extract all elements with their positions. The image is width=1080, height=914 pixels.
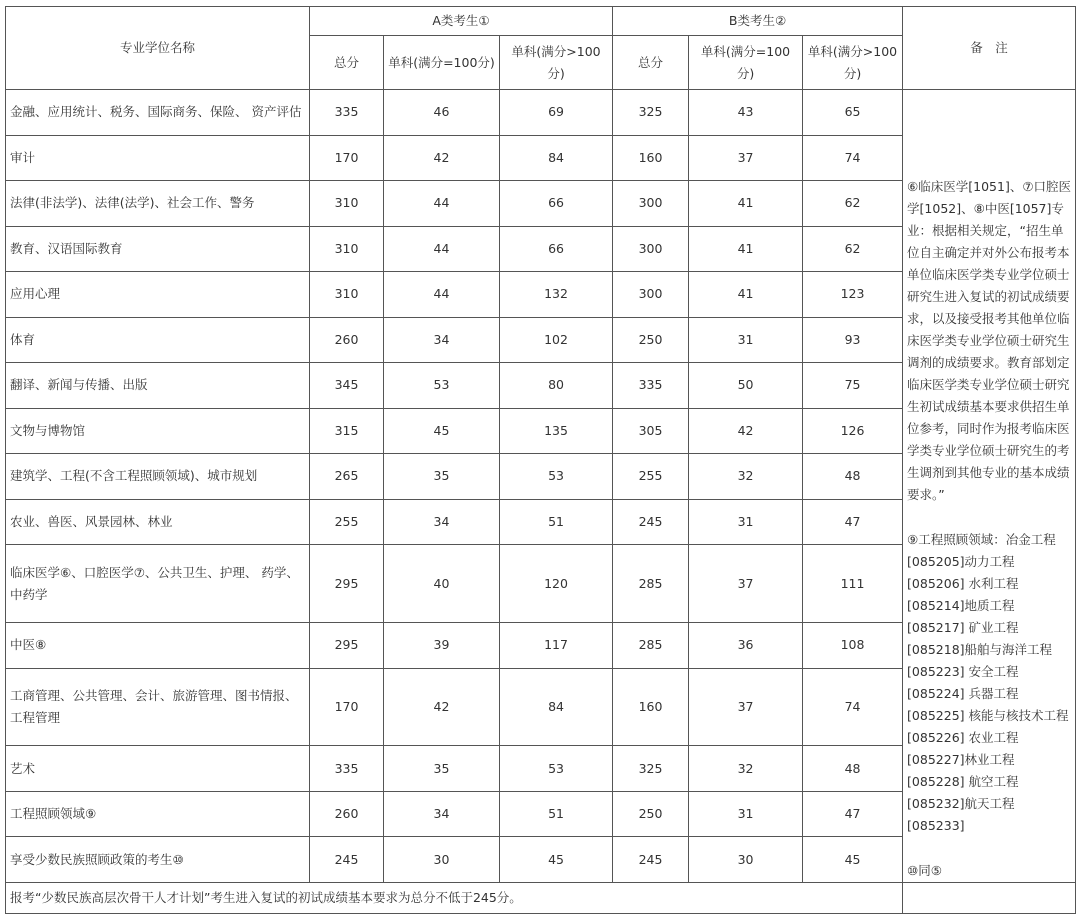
b-single-eq100: 36 <box>689 622 803 668</box>
a-single-eq100: 44 <box>384 272 500 318</box>
a-single-gt100: 120 <box>500 545 613 623</box>
major-name: 文物与博物馆 <box>6 408 310 454</box>
major-name: 工商管理、公共管理、会计、旅游管理、图书情报、工程管理 <box>6 668 310 746</box>
a-single-gt100: 53 <box>500 746 613 792</box>
a-single-eq100: 30 <box>384 837 500 883</box>
major-name: 应用心理 <box>6 272 310 318</box>
a-single-eq100: 42 <box>384 668 500 746</box>
a-total: 295 <box>310 622 384 668</box>
major-name: 教育、汉语国际教育 <box>6 226 310 272</box>
b-single-gt100: 48 <box>803 454 903 500</box>
b-single-gt100: 45 <box>803 837 903 883</box>
header-a-single-eq100: 单科(满分=100分) <box>384 36 500 90</box>
b-single-gt100: 75 <box>803 363 903 409</box>
major-name: 建筑学、工程(不含工程照顾领域)、城市规划 <box>6 454 310 500</box>
major-name: 临床医学⑥、口腔医学⑦、公共卫生、护理、 药学、中药学 <box>6 545 310 623</box>
b-total: 255 <box>613 454 689 500</box>
a-single-gt100: 53 <box>500 454 613 500</box>
b-total: 300 <box>613 181 689 227</box>
a-total: 260 <box>310 317 384 363</box>
major-name: 农业、兽医、风景园林、林业 <box>6 499 310 545</box>
b-single-eq100: 31 <box>689 791 803 837</box>
a-single-eq100: 34 <box>384 791 500 837</box>
a-total: 310 <box>310 226 384 272</box>
a-single-eq100: 44 <box>384 181 500 227</box>
major-name: 审计 <box>6 135 310 181</box>
a-single-eq100: 35 <box>384 454 500 500</box>
b-total: 300 <box>613 226 689 272</box>
a-single-eq100: 34 <box>384 499 500 545</box>
b-total: 285 <box>613 622 689 668</box>
b-total: 325 <box>613 90 689 136</box>
a-single-eq100: 40 <box>384 545 500 623</box>
b-total: 300 <box>613 272 689 318</box>
b-single-eq100: 41 <box>689 272 803 318</box>
a-total: 255 <box>310 499 384 545</box>
a-single-gt100: 135 <box>500 408 613 454</box>
b-total: 160 <box>613 668 689 746</box>
a-single-gt100: 117 <box>500 622 613 668</box>
remark-minority: ⑩同⑤ <box>907 863 942 878</box>
a-single-gt100: 80 <box>500 363 613 409</box>
major-name: 翻译、新闻与传播、出版 <box>6 363 310 409</box>
b-single-gt100: 108 <box>803 622 903 668</box>
a-single-eq100: 42 <box>384 135 500 181</box>
score-requirements-table <box>5 6 1076 914</box>
b-total: 335 <box>613 363 689 409</box>
a-total: 310 <box>310 181 384 227</box>
b-single-gt100: 62 <box>803 226 903 272</box>
a-single-gt100: 51 <box>500 499 613 545</box>
a-single-gt100: 45 <box>500 837 613 883</box>
b-single-gt100: 74 <box>803 668 903 746</box>
b-single-gt100: 126 <box>803 408 903 454</box>
header-group-a: A类考生① <box>310 7 613 36</box>
a-total: 265 <box>310 454 384 500</box>
header-remarks: 备 注 <box>903 7 1076 90</box>
b-single-eq100: 31 <box>689 317 803 363</box>
major-name: 工程照顾领域⑨ <box>6 791 310 837</box>
header-b-total: 总分 <box>613 36 689 90</box>
a-total: 245 <box>310 837 384 883</box>
b-total: 245 <box>613 499 689 545</box>
remark-engineering: ⑨工程照顾领域：冶金工程[085205]动力工程[085206] 水利工程[085214]地质工程[085217] 矿业工程[085218]船舶与海洋工程[085223] 安全工程[085224] 兵器工程[085225] 核能与核技术工程[085226] 农业工程[085227]林业工程[085228] 航空工程[085232]航天工程[085233] <box>907 532 1069 833</box>
b-total: 250 <box>613 317 689 363</box>
remark-clinical: ⑥临床医学[1051]、⑦口腔医学[1052]、⑧中医[1057]专业：根据相关规定，“招生单位自主确定并对外公布报考本单位临床医学类专业学位硕士研究生进入复试的初试成绩要求，以及接受报考其他单位临床医学类专业学位硕士研究生调剂的成绩要求。教育部划定临床医学类专业学位硕士研究生初试成绩基本要求供招生单位参考，同时作为报考临床医学类专业学位硕士研究生的考生调剂到其他专业的基本成绩要求。” <box>907 179 1072 502</box>
b-total: 250 <box>613 791 689 837</box>
a-single-eq100: 35 <box>384 746 500 792</box>
b-single-gt100: 48 <box>803 746 903 792</box>
a-single-gt100: 102 <box>500 317 613 363</box>
header-a-single-gt100: 单科(满分>100分) <box>500 36 613 90</box>
a-single-gt100: 84 <box>500 135 613 181</box>
a-total: 310 <box>310 272 384 318</box>
footer-note: 报考“少数民族高层次骨干人才计划”考生进入复试的初试成绩基本要求为总分不低于245分。 <box>6 883 903 914</box>
b-single-gt100: 123 <box>803 272 903 318</box>
b-single-eq100: 37 <box>689 135 803 181</box>
header-major-name: 专业学位名称 <box>6 7 310 90</box>
b-single-eq100: 32 <box>689 454 803 500</box>
a-total: 295 <box>310 545 384 623</box>
b-single-eq100: 50 <box>689 363 803 409</box>
major-name: 法律(非法学)、法律(法学)、社会工作、警务 <box>6 181 310 227</box>
major-name: 体育 <box>6 317 310 363</box>
a-single-gt100: 132 <box>500 272 613 318</box>
a-single-gt100: 69 <box>500 90 613 136</box>
header-a-total: 总分 <box>310 36 384 90</box>
b-single-gt100: 47 <box>803 499 903 545</box>
major-name: 享受少数民族照顾政策的考生⑩ <box>6 837 310 883</box>
a-total: 170 <box>310 135 384 181</box>
a-total: 260 <box>310 791 384 837</box>
a-single-gt100: 51 <box>500 791 613 837</box>
b-total: 285 <box>613 545 689 623</box>
header-b-single-eq100: 单科(满分=100分) <box>689 36 803 90</box>
b-single-gt100: 93 <box>803 317 903 363</box>
a-single-eq100: 53 <box>384 363 500 409</box>
b-single-eq100: 31 <box>689 499 803 545</box>
a-single-eq100: 46 <box>384 90 500 136</box>
a-single-gt100: 66 <box>500 226 613 272</box>
b-total: 160 <box>613 135 689 181</box>
b-single-eq100: 41 <box>689 226 803 272</box>
table-row <box>6 90 1076 136</box>
a-single-gt100: 66 <box>500 181 613 227</box>
b-single-gt100: 111 <box>803 545 903 623</box>
b-single-eq100: 37 <box>689 545 803 623</box>
remarks-cell <box>903 90 1076 883</box>
footer-row <box>6 883 1076 914</box>
b-single-eq100: 30 <box>689 837 803 883</box>
header-group-b: B类考生② <box>613 7 903 36</box>
b-single-gt100: 47 <box>803 791 903 837</box>
a-total: 335 <box>310 746 384 792</box>
b-total: 245 <box>613 837 689 883</box>
a-total: 170 <box>310 668 384 746</box>
b-single-eq100: 42 <box>689 408 803 454</box>
a-total: 345 <box>310 363 384 409</box>
a-single-eq100: 34 <box>384 317 500 363</box>
header-b-single-gt100: 单科(满分>100分) <box>803 36 903 90</box>
major-name: 中医⑧ <box>6 622 310 668</box>
b-single-eq100: 32 <box>689 746 803 792</box>
a-single-eq100: 45 <box>384 408 500 454</box>
b-single-gt100: 65 <box>803 90 903 136</box>
b-total: 325 <box>613 746 689 792</box>
b-single-eq100: 41 <box>689 181 803 227</box>
a-total: 315 <box>310 408 384 454</box>
b-total: 305 <box>613 408 689 454</box>
a-single-eq100: 44 <box>384 226 500 272</box>
b-single-gt100: 74 <box>803 135 903 181</box>
a-total: 335 <box>310 90 384 136</box>
major-name: 金融、应用统计、税务、国际商务、保险、 资产评估 <box>6 90 310 136</box>
b-single-eq100: 43 <box>689 90 803 136</box>
a-single-eq100: 39 <box>384 622 500 668</box>
b-single-eq100: 37 <box>689 668 803 746</box>
b-single-gt100: 62 <box>803 181 903 227</box>
major-name: 艺术 <box>6 746 310 792</box>
a-single-gt100: 84 <box>500 668 613 746</box>
footer-remarks-empty <box>903 883 1076 914</box>
